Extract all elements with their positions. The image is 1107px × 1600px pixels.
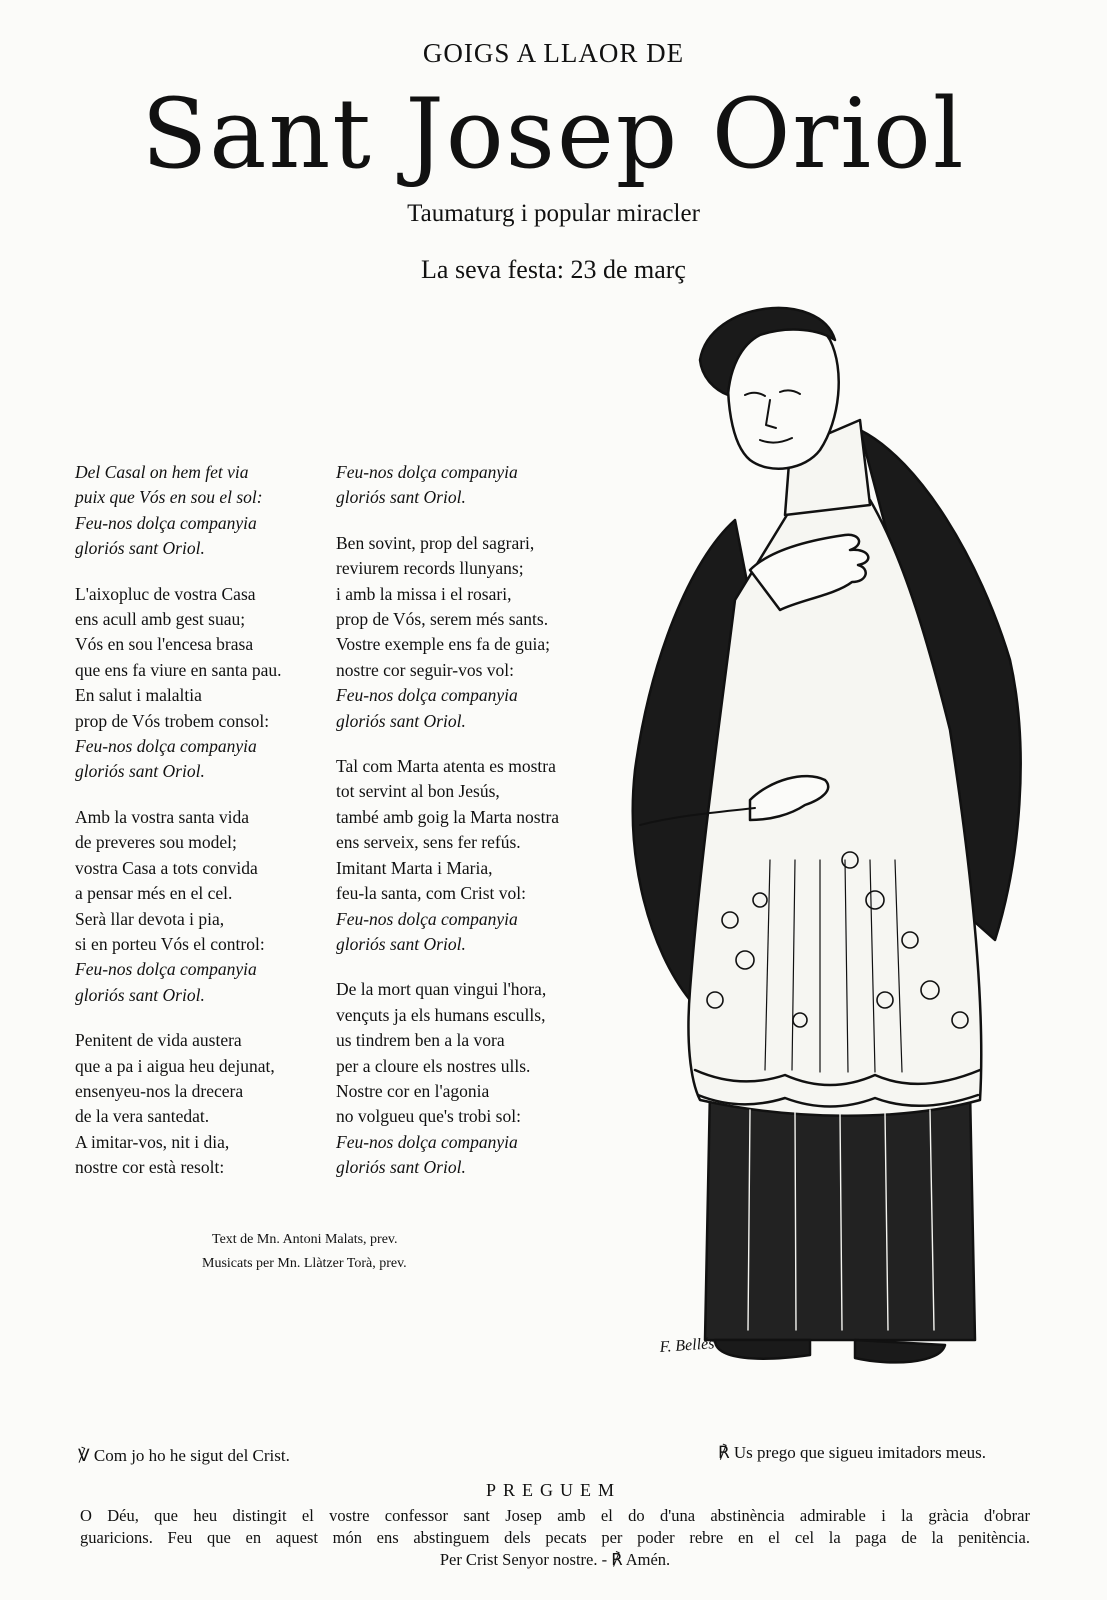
response-symbol: ℟ xyxy=(718,1443,730,1462)
verse-line: també amb goig la Marta nostra xyxy=(336,806,560,827)
response-text: Us prego que sigueu imitadors meus. xyxy=(733,1443,987,1462)
verse-line: En salut i malaltia xyxy=(75,685,202,706)
verse-line: nostre cor seguir-vos vol: xyxy=(336,659,515,680)
stanza-5 xyxy=(336,531,606,734)
verse-line: tot servint al bon Jesús, xyxy=(336,781,500,802)
prayer-text xyxy=(80,1505,1030,1571)
stanza-2 xyxy=(75,582,335,785)
refrain-line: gloriós sant Oriol. xyxy=(336,1157,466,1178)
verse-line: reviurem records llunyans; xyxy=(336,558,524,579)
shoe-shape xyxy=(855,1340,945,1362)
shoe-shape xyxy=(715,1340,810,1359)
amen-text: Amén. xyxy=(625,1550,671,1569)
page-title: Sant Josep Oriol xyxy=(141,78,966,190)
verse-line: prop de Vós, serem més sants. xyxy=(336,609,549,630)
verse-line: Ben sovint, prop del sagrari, xyxy=(336,532,535,553)
refrain-line: Feu-nos dolça companyia xyxy=(75,959,257,980)
verse-line: Tal com Marta atenta es mostra xyxy=(336,756,556,777)
verse-line: i amb la missa i el rosari, xyxy=(336,583,512,604)
refrain-line: gloriós sant Oriol. xyxy=(336,710,466,731)
verse-line: ens acull amb gest suau; xyxy=(75,609,246,630)
verse-line: Vós en sou l'encesa brasa xyxy=(75,634,254,655)
verse-line: que a pa i aigua heu dejunat, xyxy=(75,1055,275,1076)
verse-line: us tindrem ben a la vora xyxy=(336,1030,505,1051)
verse-line: Vostre exemple ens fa de guia; xyxy=(336,634,550,655)
verse-line: prop de Vós trobem consol: xyxy=(75,710,270,731)
verse-line: que ens fa viure en santa pau. xyxy=(75,659,282,680)
refrain-line: Feu-nos dolça companyia xyxy=(75,512,257,533)
versicle-text: Com jo ho he sigut del Crist. xyxy=(93,1446,290,1465)
verse-line: no volgueu que's trobi sol: xyxy=(336,1106,521,1127)
refrain-line: gloriós sant Oriol. xyxy=(75,538,205,559)
verse-line: A imitar-vos, nit i dia, xyxy=(75,1131,230,1152)
refrain-line: Feu-nos dolça companyia xyxy=(336,462,518,482)
kicker-heading: GOIGS A LLAOR DE xyxy=(422,38,685,68)
verse-line: puix que Vós en sou el sol: xyxy=(75,487,263,508)
verse-line: nostre cor està resolt: xyxy=(75,1157,225,1178)
verse-line: Nostre cor en l'agonia xyxy=(336,1080,490,1101)
stanza-4-refrain xyxy=(336,460,606,511)
refrain-line: gloriós sant Oriol. xyxy=(75,984,205,1005)
verse-line: per a cloure els nostres ulls. xyxy=(336,1055,531,1076)
response xyxy=(718,1443,986,1463)
response-symbol: ℟ xyxy=(611,1550,623,1569)
verse-line: L'aixopluc de vostra Casa xyxy=(75,583,256,604)
verse-line: a pensar més en el cel. xyxy=(75,883,233,904)
prayer-line: O Déu, que heu distingit el vostre confessor sant Josep amb el do d'una abstinència admirable i la gràcia d'obrar xyxy=(80,1506,1030,1525)
verse-line: Serà llar devota i pia, xyxy=(75,908,225,929)
refrain-line: gloriós sant Oriol. xyxy=(75,761,205,782)
verse-line: vostra Casa a tots convida xyxy=(75,857,258,878)
refrain-line: gloriós sant Oriol. xyxy=(336,487,466,508)
preguem-heading: PREGUEM xyxy=(485,1480,621,1500)
stanza-1 xyxy=(75,460,335,562)
versicle xyxy=(78,1446,290,1466)
refrain-line: Feu-nos dolça companyia xyxy=(336,1131,518,1152)
artist-signature: F. Bellés xyxy=(659,1335,715,1356)
verse-line: feu-la santa, com Crist vol: xyxy=(336,883,527,904)
refrain-line: gloriós sant Oriol. xyxy=(336,933,466,954)
versicle-symbol: ℣ xyxy=(78,1446,90,1465)
verse-column-2 xyxy=(336,460,606,1201)
stanza-3 xyxy=(75,805,335,1008)
verse-line: Penitent de vida austera xyxy=(75,1030,242,1051)
verse-column-1 xyxy=(75,460,335,1201)
stanza-6 xyxy=(336,754,606,957)
verse-line: de preveres sou model; xyxy=(75,832,237,853)
verse-line: vençuts ja els humans esculls, xyxy=(336,1004,546,1025)
verse-line: De la mort quan vingui l'hora, xyxy=(336,979,547,1000)
subtitle: Taumaturg i popular miracler xyxy=(407,200,700,227)
text-credit: Text de Mn. Antoni Malats, prev. xyxy=(212,1232,398,1247)
refrain-line: Feu-nos dolça companyia xyxy=(336,685,518,706)
verse-line: ens serveix, sens fer refús. xyxy=(336,832,521,853)
verse-line: de la vera santedat. xyxy=(75,1106,210,1127)
verse-line: ensenyeu-nos la drecera xyxy=(75,1080,244,1101)
verse-line: si en porteu Vós el control: xyxy=(75,933,265,954)
saint-illustration xyxy=(620,300,1040,1400)
refrain-line: Feu-nos dolça companyia xyxy=(75,736,257,757)
prayer-closing xyxy=(80,1549,1030,1571)
verse-line: Imitant Marta i Maria, xyxy=(336,857,493,878)
stanza-7 xyxy=(336,977,606,1180)
verse-line: Amb la vostra santa vida xyxy=(75,806,249,827)
verse-line: Del Casal on hem fet via xyxy=(75,462,249,482)
prayer-line: guaricions. Feu que en aquest món ens abstinguem dels pecats per poder rebre en el cel la paga de la penitència. xyxy=(80,1528,1030,1547)
stanza-4 xyxy=(75,1028,335,1180)
feast-date: La seva festa: 23 de març xyxy=(421,255,686,284)
closing-text: Per Crist Senyor nostre. - xyxy=(439,1550,608,1569)
music-credit: Musicats per Mn. Llàtzer Torà, prev. xyxy=(202,1256,407,1271)
refrain-line: Feu-nos dolça companyia xyxy=(336,908,518,929)
